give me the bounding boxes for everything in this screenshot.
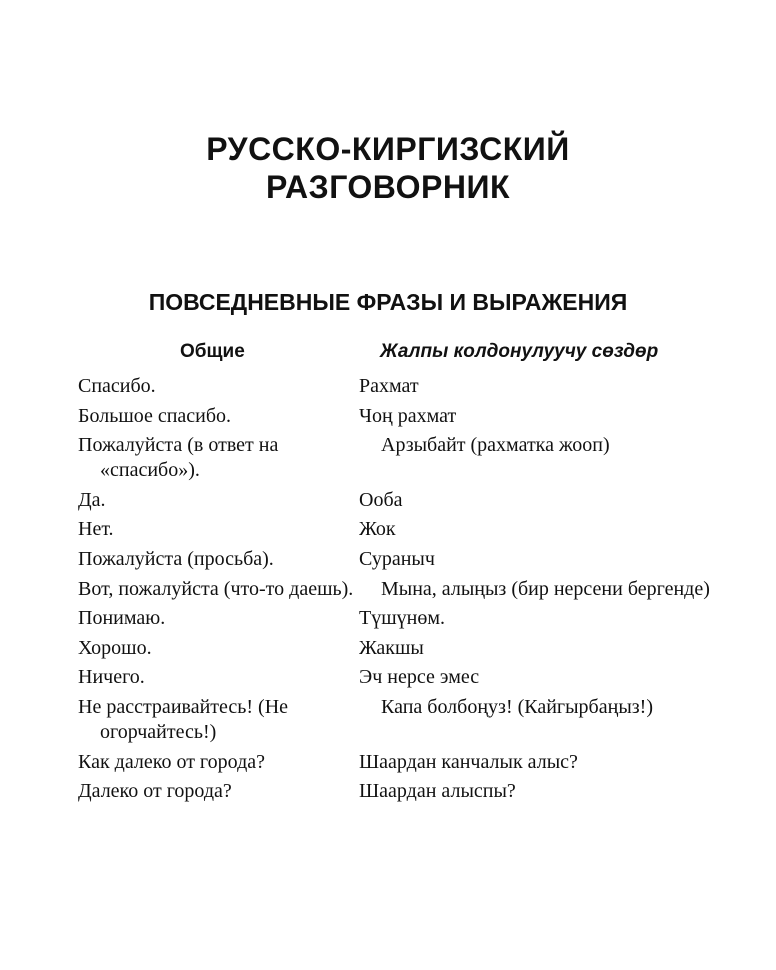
phrase-kyrgyz: Рахмат: [359, 375, 419, 397]
phrase-russian: Вот, пожалуйста (что-то даешь).: [78, 577, 354, 600]
phrase-kyrgyz: Арзыбайт (рахматка жооп): [381, 434, 610, 457]
phrase-kyrgyz: Жок: [359, 518, 396, 541]
phrase-kyrgyz: Шаардан канчалык алыс?: [359, 750, 578, 773]
phrase-kyrgyz: Капа болбоңуз! (Кайгырбаңыз!): [381, 695, 653, 718]
phrase-russian: Спасибо.: [78, 375, 156, 397]
book-title-line-1: РУССКО-КИРГИЗСКИЙ: [206, 131, 570, 167]
phrase-kyrgyz: Ооба: [359, 488, 403, 511]
phrase-russian: Понимаю.: [78, 607, 166, 630]
phrase-row: [78, 750, 718, 775]
phrase-kyrgyz: Эч нерсе эмес: [359, 666, 480, 689]
phrase-russian: Как далеко от города?: [78, 750, 265, 773]
phrase-kyrgyz: Сураныч: [359, 547, 435, 570]
phrase-row: [78, 695, 718, 745]
book-title: [0, 130, 776, 206]
phrase-russian: Да.: [78, 488, 106, 511]
phrase-russian: Большое спасибо.: [78, 404, 232, 427]
phrase-russian: Пожалуйста (в ответ на «спасибо»).: [78, 434, 279, 482]
phrase-russian: Далеко от города?: [78, 780, 232, 803]
phrase-row: [78, 665, 718, 690]
phrase-russian: Пожалуйста (просьба).: [78, 547, 274, 570]
phrase-row: [78, 404, 718, 429]
column-header-russian: Общие: [180, 341, 245, 362]
phrase-row: [78, 547, 718, 572]
phrase-russian: Ничего.: [78, 666, 145, 689]
phrase-row: [78, 433, 718, 483]
phrase-row: [78, 517, 718, 542]
phrase-row: [78, 606, 718, 631]
phrase-kyrgyz: Жакшы: [359, 636, 424, 659]
phrase-kyrgyz: Шаардан алыспы?: [359, 780, 516, 803]
phrase-row: [78, 374, 718, 399]
phrase-table: [78, 374, 718, 809]
phrase-row: [78, 636, 718, 661]
column-header-kyrgyz: Жалпы колдонулуучу сөздөр: [380, 341, 659, 362]
phrase-russian: Хорошо.: [78, 636, 152, 659]
phrase-row: [78, 779, 718, 804]
phrase-russian: Нет.: [78, 518, 114, 541]
section-title: ПОВСЕДНЕВНЫЕ ФРАЗЫ И ВЫРАЖЕНИЯ: [148, 289, 628, 315]
phrase-row: [78, 488, 718, 513]
phrase-kyrgyz: Түшүнөм.: [359, 607, 445, 630]
book-title-line-2: РАЗГОВОРНИК: [266, 169, 510, 205]
phrase-kyrgyz: Мына, алыңыз (бир нерсени бергенде): [381, 577, 710, 600]
phrase-row: [78, 577, 718, 602]
phrase-russian: Не расстраивайтесь! (Не огорчайтесь!): [78, 695, 289, 743]
phrase-kyrgyz: Чоң рахмат: [359, 404, 457, 427]
